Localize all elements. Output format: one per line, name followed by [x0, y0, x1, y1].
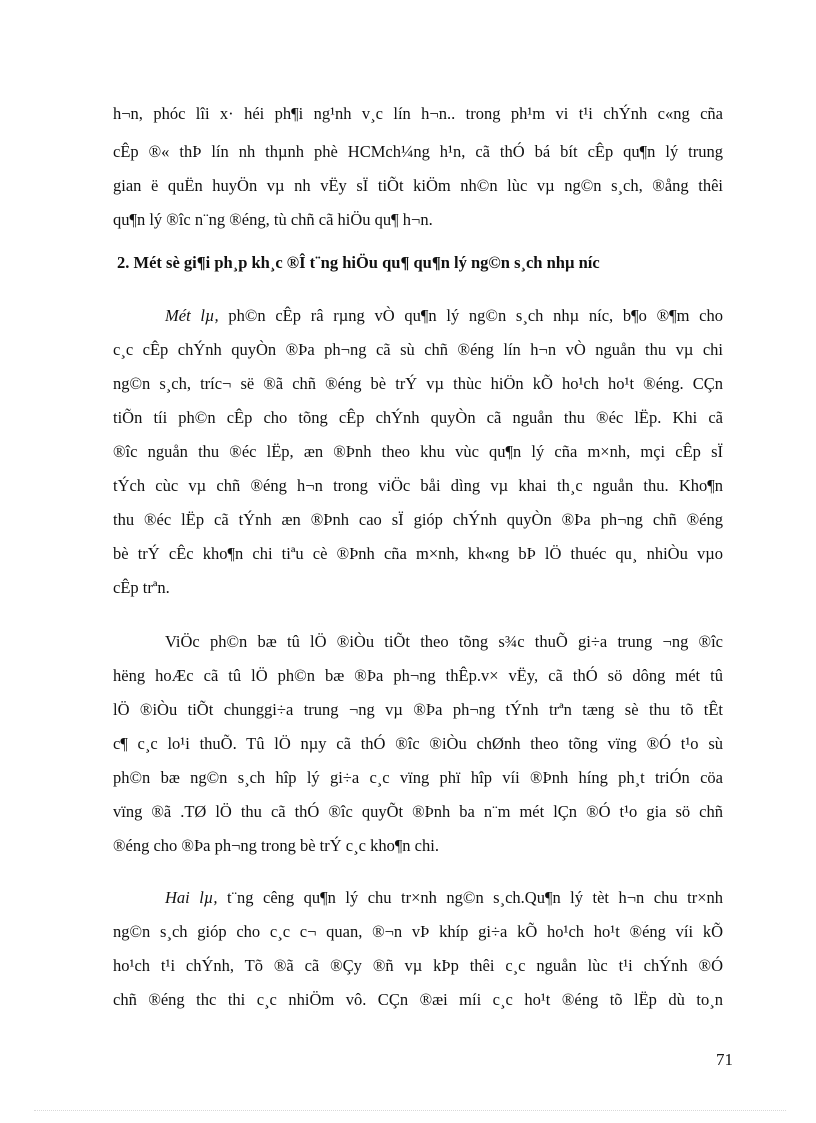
body-line: gian ë quËn huyÖn vµ nh vËy sÏ tiÕt kiÖm nh©n lùc vµ ng©n s¸ch, ®ång thêi [113, 176, 723, 195]
body-line: chñ ®éng thc thi c¸c nhiÖm vô. CÇn ®æi míi c¸c ho¹t ®éng tõ lËp dù to¸n [113, 990, 723, 1009]
body-line: ng©n s¸ch gióp cho c¸c c¬ quan, ®¬n vÞ khíp gi÷a kÕ ho¹ch ho¹t ®éng víi kÕ [113, 922, 723, 941]
body-line: tÝch cùc vµ chñ ®éng h¬n trong viÖc båi dìng vµ khai th¸c nguån thu. Kho¶n [113, 476, 723, 495]
body-line: ®éng cho ®Þa ph¬ng trong bè trÝ c¸c kho¶n chi. [113, 836, 439, 855]
body-line: ®îc nguån thu ®éc lËp, æn ®Þnh theo khu vùc qu¶n lý cña m×nh, mçi cÊp sÏ [113, 442, 723, 461]
body-line: ng©n s¸ch, tríc¬ së ®ã chñ ®éng bè trÝ vµ thùc hiÖn kÕ ho¹ch ho¹t ®éng. CÇn [113, 374, 723, 393]
body-line: tiÕn tíi ph©n cÊp cho tõng cÊp chÝnh quyÒn cã nguån thu ®éc lËp. Khi cã [113, 408, 723, 427]
body-line: cÊp trªn. [113, 578, 170, 597]
body-text: t¨ng cêng qu¶n lý chu tr×nh ng©n s¸ch.Qu¶n lý tèt h¬n chu tr×nh [217, 888, 723, 907]
body-line [165, 888, 723, 908]
body-line: thu ®éc lËp cã tÝnh æn ®Þnh cao sÏ gióp chÝnh quyÒn ®Þa ph¬ng chñ ®éng [113, 510, 723, 529]
body-line: lÖ ®iÒu tiÕt chunggi÷a trung ¬ng vµ ®Þa ph¬ng tÝnh trªn tæng sè thu tõ tÊt [113, 700, 723, 719]
body-line: h¬n, phóc lîi x· héi ph¶i ng¹nh v¸c lín h¬n.. trong ph¹m vi t¹i chÝnh c«ng cña [113, 104, 723, 123]
body-line: qu¶n lý ®îc n¨ng ®éng, tù chñ cã hiÖu qu¶ h¬n. [113, 210, 433, 229]
body-line: hëng hoÆc cã tû lÖ ph©n bæ ®Þa ph¬ng thÊp.v× vËy, cã thÓ sö dông mét tû [113, 666, 723, 685]
body-line: ph©n bæ ng©n s¸ch hîp lý gi÷a c¸c vïng phï hîp víi ®Þnh híng ph¸t triÓn cöa [113, 768, 723, 787]
page-bottom-rule [34, 1110, 786, 1111]
body-line: c¸c cÊp chÝnh quyÒn ®Þa ph¬ng cã sù chñ ®éng lín h¬n vÒ nguån thu vµ chi [113, 340, 723, 359]
section-heading: 2. Mét sè gi¶i ph¸p kh¸c ®Î t¨ng hiÖu qu¶ qu¶n lý ng©n s¸ch nhµ níc [117, 253, 600, 272]
body-line [165, 306, 723, 326]
body-line: ho¹ch t¹i chÝnh, Tõ ®ã cã ®Çy ®ñ vµ kÞp thêi c¸c nguån lùc t¹i chÝnh ®Ó [113, 956, 723, 975]
body-text: ph©n cÊp râ rµng vÒ qu¶n lý ng©n s¸ch nhµ níc, b¶o ®¶m cho [218, 306, 723, 325]
body-line: cÊp ®« thÞ lín nh thµnh phè HCMch¼ng h¹n, cã thÓ bá bít cÊp qu¶n lý trung [113, 142, 723, 161]
body-line: bè trÝ cÊc kho¶n chi tiªu cè ®Þnh cña m×nh, kh«ng bÞ lÖ thuéc qu¸ nhiÒu vµo [113, 544, 723, 563]
body-line: vïng ®ã .TØ lÖ thu cã thÓ ®îc quyÕt ®Þnh ba n¨m mét lÇn ®Ó t¹o gia sö chñ [113, 802, 723, 821]
paragraph-lead: Mét lµ, [165, 306, 219, 325]
body-line: c¶ c¸c lo¹i thuÕ. Tû lÖ nµy cã thÓ ®îc ®iÒu chØnh theo tõng vïng ®Ó t¹o sù [113, 734, 723, 753]
body-line: ViÖc ph©n bæ tû lÖ ®iÒu tiÕt theo tõng s¾c thuÕ gi÷a trung ¬ng ®îc [165, 632, 723, 651]
page-number: 71 [716, 1050, 733, 1069]
paragraph-lead: Hai lµ, [165, 888, 218, 907]
